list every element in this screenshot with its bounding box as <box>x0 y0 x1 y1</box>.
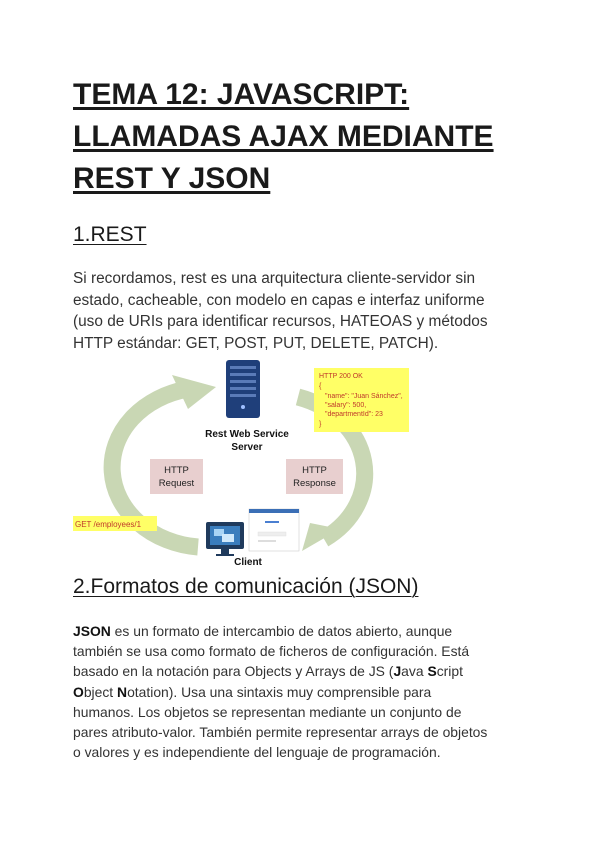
monitor-icon <box>206 522 244 556</box>
json-line-3b: ava <box>401 663 428 680</box>
http-response-box <box>286 459 343 494</box>
title-line-2: LLAMADAS AJAX MEDIANTE <box>73 120 494 153</box>
response-status: HTTP 200 OK <box>319 373 363 380</box>
json-line-4b: otation). Usa una sintaxis muy comprensible para <box>127 683 432 700</box>
get-request-note <box>73 516 157 531</box>
response-line-salary: "salary": 500, <box>325 402 367 409</box>
response-close-brace: } <box>319 421 322 428</box>
json-letter-j: J <box>393 663 402 680</box>
rest-paragraph-line-2: estado, cacheable, con modelo en capas e interfaz uniforme <box>73 291 485 309</box>
response-line-department: "departmentId": 23 <box>325 411 383 418</box>
json-line-7: o valores y es independiente del lenguaje de programación. <box>73 744 441 761</box>
json-line-2: también se usa como formato de ficheros de configuración. Está <box>73 643 470 660</box>
json-line-3c: cript <box>436 663 463 680</box>
json-letter-o: O <box>73 683 84 700</box>
browser-window-image <box>249 509 299 551</box>
get-request-text: GET /employees/1 <box>75 520 142 529</box>
rest-paragraph-line-3: (uso de URIs para identificar recursos, HATEOAS y métodos <box>73 313 488 330</box>
json-letter-s: S <box>427 663 437 680</box>
title-line-3: REST Y JSON <box>73 162 271 195</box>
request-label-line-2: Request <box>158 478 195 489</box>
document-title <box>73 74 553 200</box>
response-label-line-1: HTTP <box>302 465 327 476</box>
rest-paragraph-line-4: HTTP estándar: GET, POST, PUT, DELETE, PATCH). <box>73 334 439 352</box>
json-letter-n: N <box>117 683 128 700</box>
client-label: Client <box>234 557 262 568</box>
rest-architecture-diagram <box>70 357 450 572</box>
request-label-line-1: HTTP <box>164 465 189 476</box>
http-request-box <box>150 459 203 494</box>
json-line-3a: basado en la notación para Objects y Arrays de JS ( <box>73 663 394 680</box>
server-label-line-2: Server <box>231 442 263 453</box>
json-line-6: pares atributo-valor. También permite representar arrays de objetos <box>73 724 488 741</box>
rest-paragraph <box>73 268 533 354</box>
rest-paragraph-line-1: Si recordamos, rest es una arquitectura cliente-servidor sin <box>73 270 476 287</box>
response-line-name: "name": "Juan Sánchez", <box>325 393 403 400</box>
server-icon <box>226 360 260 418</box>
json-line-1: es un formato de intercambio de datos abierto, aunque <box>110 623 453 639</box>
response-open-brace: { <box>319 383 322 390</box>
json-paragraph <box>73 621 533 762</box>
json-line-5: humanos. Los objetos se representan mediante un conjunto de <box>73 703 462 720</box>
title-line-1: TEMA 12: JAVASCRIPT: <box>73 78 410 111</box>
json-bold-term: JSON <box>73 623 111 639</box>
json-line-4a: bject <box>83 683 118 700</box>
server-label-line-1: Rest Web Service <box>205 429 289 440</box>
response-label-line-2: Response <box>293 478 336 489</box>
section-heading-json: 2.Formatos de comunicación (JSON) <box>73 575 419 598</box>
response-json-note <box>314 368 409 432</box>
section-heading-rest: 1.REST <box>73 223 147 246</box>
